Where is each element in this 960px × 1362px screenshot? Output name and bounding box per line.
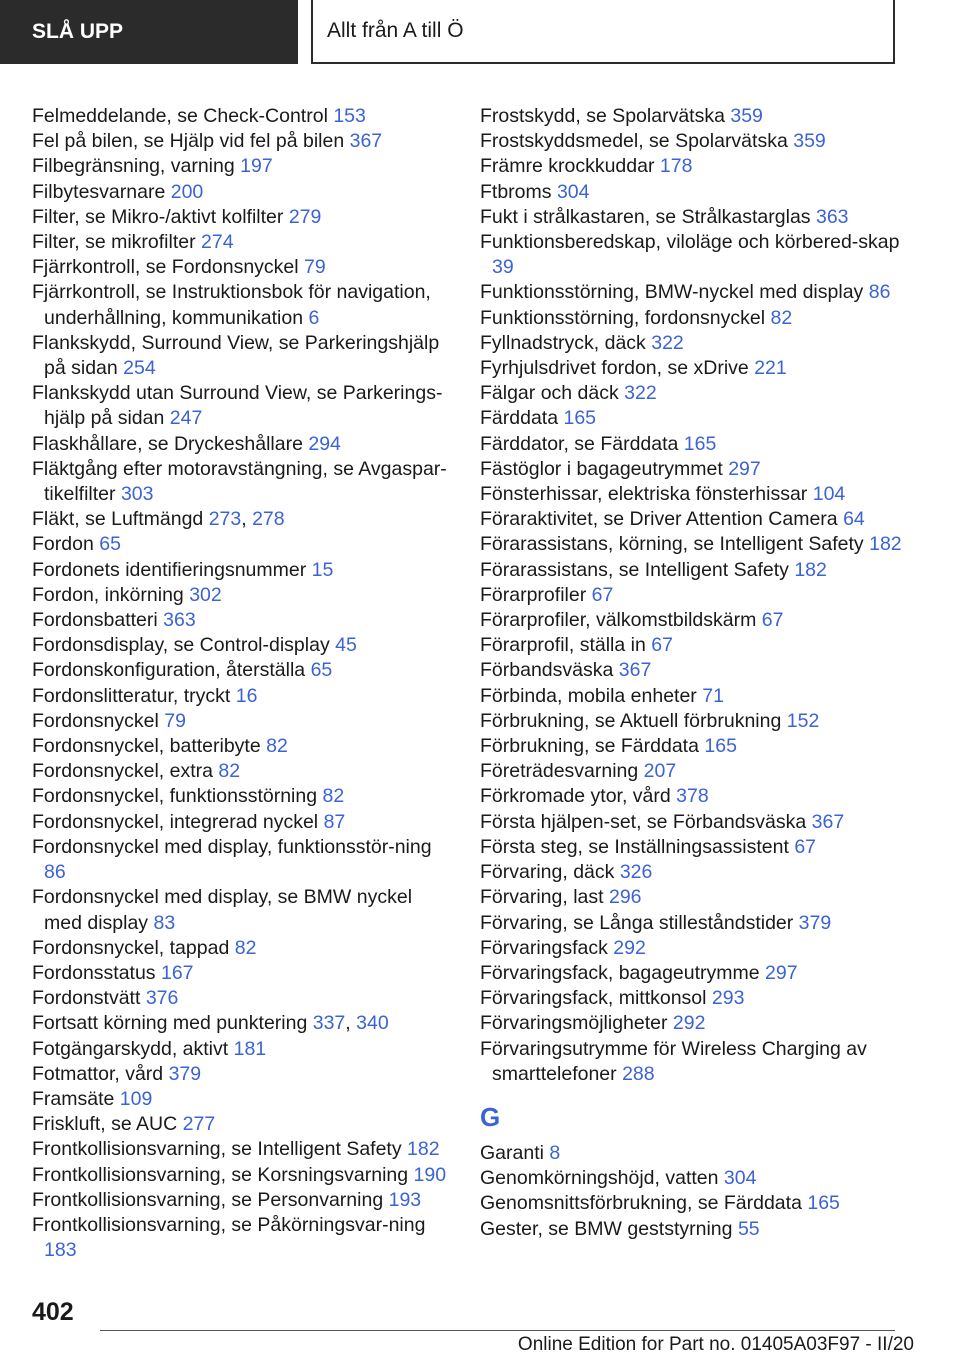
index-entry — [480, 507, 920, 532]
page-link[interactable]: 297 — [728, 457, 761, 480]
index-entry-text: Förarprofiler, välkomstbildskärm — [480, 609, 757, 632]
index-entry-text: Fyrhjulsdrivet fordon, se xDrive — [480, 357, 749, 380]
index-entry — [480, 835, 920, 860]
index-entry-text: Fordonsstatus — [32, 961, 156, 984]
header — [0, 0, 960, 66]
index-entry-text: Förvaring, last — [480, 886, 604, 909]
index-entry — [480, 205, 920, 230]
index-entry-text: Fordonsnyckel, tappad — [32, 936, 230, 959]
page-link[interactable]: 294 — [308, 432, 341, 455]
index-entry-text: Förvaringsfack, bagageutrymme — [480, 961, 760, 984]
index-entry-text: Frontkollisionsvarning, se Påkörningsvar-ning — [32, 1213, 426, 1236]
index-entry-text: Förvaringsfack, mittkonsol — [480, 987, 707, 1010]
page-link[interactable]: 65 — [310, 659, 333, 682]
page-link[interactable]: 293 — [711, 987, 745, 1010]
index-entry-text: Frontkollisionsvarning, se Personvarning — [32, 1188, 384, 1211]
index-entry — [480, 1141, 920, 1166]
index-column-left — [32, 104, 452, 1263]
index-entry — [480, 280, 920, 305]
page-link[interactable]: 83 — [153, 911, 176, 934]
index-entry-text: Frontkollisionsvarning, se Korsningsvarning — [32, 1163, 409, 1186]
page-link[interactable]: 304 — [556, 180, 590, 203]
page-link[interactable]: 247 — [169, 407, 203, 430]
index-entry — [480, 104, 920, 129]
page-link[interactable]: 273 — [208, 508, 242, 531]
page-link[interactable]: 15 — [311, 558, 334, 581]
index-entry — [480, 911, 920, 936]
index-entry-text: Fordonets identifieringsnummer — [32, 558, 307, 581]
index-entry — [32, 1037, 452, 1062]
index-entry — [480, 734, 920, 759]
index-entry-text: Filter, se Mikro-/aktivt kolfilter — [32, 205, 284, 228]
index-entry-text: Fästöglor i bagageutrymmet — [480, 457, 723, 480]
index-entry-text: Fordonsnyckel med display, se BMW nyckel med display — [32, 886, 413, 934]
index-entry-text: Fordonsnyckel, funktionsstörning — [32, 785, 318, 808]
index-entry-text: Fordonstvätt — [32, 987, 141, 1010]
page-link[interactable]: 277 — [182, 1113, 216, 1136]
page-link[interactable]: 86 — [44, 861, 66, 884]
index-entry-text: Flankskydd utan Surround View, se Parkerings-hjälp på sidan — [32, 382, 443, 430]
index-entry — [32, 835, 452, 885]
index-entry-text: Företrädesvarning — [480, 760, 639, 783]
page-link[interactable]: 288 — [622, 1062, 655, 1085]
index-column-right — [480, 104, 920, 1242]
index-entry — [32, 255, 452, 280]
tab-a-to-z[interactable]: Allt från A till Ö — [311, 0, 895, 64]
page-link[interactable]: 367 — [811, 810, 845, 833]
page-link[interactable]: 87 — [323, 810, 346, 833]
page-link[interactable]: 322 — [651, 331, 684, 354]
index-entry — [480, 331, 920, 356]
index-entry-text: Filbytesvarnare — [32, 180, 166, 203]
page-link[interactable]: 190 — [413, 1163, 447, 1186]
index-entry — [480, 1011, 920, 1036]
index-entry — [32, 558, 452, 583]
index-entry — [32, 784, 452, 809]
index-entry — [32, 104, 452, 129]
page-link[interactable]: 367 — [349, 130, 383, 153]
index-entry-text: Färddator, se Färddata — [480, 432, 679, 455]
page-link[interactable]: 152 — [786, 709, 820, 732]
index-entry-text: Frontkollisionsvarning, se Intelligent Safety — [32, 1138, 402, 1161]
page-link[interactable]: 378 — [676, 785, 709, 808]
index-entry-text: Första hjälpen-set, se Förbandsväska — [480, 810, 807, 833]
index-entry — [480, 936, 920, 961]
index-entry-text: Fordonslitteratur, tryckt — [32, 684, 231, 707]
page-link[interactable]: 86 — [868, 281, 891, 304]
index-entry-text: Filter, se mikrofilter — [32, 231, 196, 254]
footer-edition — [518, 1334, 914, 1356]
index-entry — [32, 1213, 452, 1263]
page-link[interactable]: 379 — [798, 911, 832, 934]
index-entry — [480, 1217, 920, 1242]
index-entry-text: Funktionsberedskap, viloläge och körbered-skap — [480, 231, 900, 254]
index-entry — [480, 709, 920, 734]
page-link[interactable]: 153 — [333, 105, 366, 127]
index-entry — [480, 154, 920, 179]
index-entry — [32, 1137, 452, 1162]
index-entry — [480, 784, 920, 809]
page-link[interactable]: 302 — [189, 583, 222, 606]
index-entry-text: Färddata — [480, 407, 559, 430]
index-entry-text: Föraraktivitet, se Driver Attention Camera — [480, 508, 838, 531]
page-link[interactable]: 82 — [322, 785, 345, 808]
page-link[interactable]: 82 — [266, 735, 288, 758]
index-entry-text: Första steg, se Inställningsassistent — [480, 835, 789, 858]
tab-search[interactable]: SLÅ UPP — [0, 0, 298, 64]
index-entry-text: Filbegränsning, varning — [32, 155, 235, 178]
page-link[interactable]: 326 — [619, 861, 653, 884]
page-link[interactable]: 376 — [145, 987, 179, 1010]
index-entry — [480, 532, 920, 557]
page-link[interactable]: 379 — [168, 1062, 202, 1085]
page-link[interactable]: 79 — [164, 709, 186, 732]
index-entry-text: Fläktgång efter motoravstängning, se Avgaspar-tikelfilter — [32, 457, 447, 506]
index-entry — [32, 961, 452, 986]
footer-edition-text: Online Edition for Part no. 01405A03F97 - II/20 — [517, 1334, 914, 1355]
page-number: 402 — [32, 1298, 74, 1326]
index-entry-text: Fälgar och däck — [480, 382, 619, 405]
index-entry — [32, 1087, 452, 1112]
page-link[interactable]: 67 — [651, 634, 673, 657]
index-entry-text: Felmeddelande, se Check-Control — [32, 105, 328, 127]
index-entry — [480, 180, 920, 205]
index-entry — [32, 280, 452, 330]
index-entry — [32, 885, 452, 935]
page-link[interactable]: 109 — [119, 1087, 153, 1110]
page-link[interactable]: 8 — [549, 1141, 561, 1164]
index-entry-text: Gester, se BMW geststyrning — [480, 1217, 733, 1240]
page-link[interactable]: 303 — [120, 483, 154, 506]
index-entry-text: Frostskyddsmedel, se Spolarvätska — [480, 130, 788, 153]
page-link[interactable]: 182 — [869, 533, 902, 556]
page-link[interactable]: 292 — [613, 936, 646, 959]
index-entry — [32, 936, 452, 961]
index-entry-text: Funktionsstörning, BMW-nyckel med display — [480, 281, 864, 304]
page-link[interactable]: 104 — [812, 483, 846, 506]
index-entry-text: Fukt i strålkastaren, se Strålkastarglas — [480, 205, 811, 228]
footer-divider — [100, 1330, 895, 1331]
index-entry-text: Frostskydd, se Spolarvätska — [480, 105, 725, 127]
page-link[interactable]: 207 — [643, 760, 677, 783]
index-entry — [32, 381, 452, 431]
index-entry-text: Fordonsnyckel med display, funktionsstör-ning — [32, 835, 432, 858]
index-entry — [480, 1166, 920, 1191]
index-entry-text: Flaskhållare, se Dryckeshållare — [32, 432, 303, 455]
index-entry — [480, 684, 920, 709]
index-entry — [32, 709, 452, 734]
page-link[interactable]: 65 — [99, 533, 121, 556]
index-entry — [480, 558, 920, 583]
index-entry-text: Förvaring, se Långa stilleståndstider — [480, 911, 794, 934]
page-link[interactable]: 165 — [683, 432, 717, 455]
page-link[interactable]: 359 — [730, 105, 763, 127]
page-link[interactable]: 165 — [704, 735, 737, 758]
index-entry-text: Förarassistans, se Intelligent Safety — [480, 558, 789, 581]
index-entry — [32, 986, 452, 1011]
index-entry — [480, 457, 920, 482]
index-entry-text: Fordonsnyckel, batteribyte — [32, 735, 261, 758]
page-link[interactable]: 82 — [770, 306, 793, 329]
page-link[interactable]: 359 — [793, 130, 826, 153]
page-link[interactable]: 296 — [608, 886, 642, 909]
index-entry — [32, 331, 452, 381]
page-link[interactable]: 165 — [563, 407, 597, 430]
index-entry — [32, 583, 452, 608]
index-entry — [32, 457, 452, 507]
index-entry — [32, 129, 452, 154]
index-entry — [480, 810, 920, 835]
page-link[interactable]: 64 — [843, 508, 865, 531]
page-link[interactable]: 167 — [160, 961, 194, 984]
page-link[interactable]: 182 — [794, 558, 827, 581]
index-entry-text: Förbinda, mobila enheter — [480, 684, 697, 707]
page-link[interactable]: 181 — [233, 1037, 267, 1060]
index-entry-text: Ftbroms — [480, 180, 552, 203]
index-entry-text: Garanti — [480, 1141, 544, 1164]
page-link[interactable]: 71 — [702, 684, 724, 707]
page-link[interactable]: 279 — [288, 205, 322, 228]
page-link[interactable]: 82 — [218, 760, 241, 783]
index-entry — [480, 1191, 920, 1216]
index-entry-text: Förkromade ytor, vård — [480, 785, 671, 808]
index-entry-text: Fotgängarskydd, aktivt — [32, 1037, 229, 1060]
index-entry — [32, 734, 452, 759]
index-entry — [32, 205, 452, 230]
index-entry — [32, 432, 452, 457]
index-entry-text: Fordonsnyckel — [32, 709, 159, 732]
page-link[interactable]: 254 — [123, 357, 156, 380]
index-entry — [32, 810, 452, 835]
index-entry-text: Fordonsnyckel, extra — [32, 760, 213, 783]
page-link[interactable]: 367 — [618, 659, 652, 682]
index-entry — [480, 381, 920, 406]
index-entry — [480, 633, 920, 658]
index-entry — [480, 759, 920, 784]
index-entry — [480, 608, 920, 633]
index-entry — [480, 406, 920, 431]
index-entry-text: Fyllnadstryck, däck — [480, 331, 646, 354]
index-entry-text: Fönsterhissar, elektriska fönsterhissar — [480, 483, 808, 506]
index-entry-text: Främre krockkuddar — [480, 155, 655, 178]
page-link[interactable]: 6 — [308, 306, 320, 329]
page-link[interactable]: 16 — [235, 684, 258, 707]
index-entry — [32, 633, 452, 658]
index-entry-text: Genomkörningshöjd, vatten — [480, 1167, 719, 1190]
page-link[interactable]: 67 — [761, 609, 784, 632]
page-link[interactable]: 182 — [407, 1138, 440, 1161]
index-entry — [480, 482, 920, 507]
index-entry: Fortsatt körning med punktering 337, 340 — [32, 1012, 389, 1035]
index-entry — [32, 1062, 452, 1087]
page-link[interactable]: 340 — [356, 1012, 389, 1035]
index-entry — [32, 684, 452, 709]
page-link[interactable]: 297 — [765, 961, 798, 984]
index-entry — [32, 154, 452, 179]
index-entry-text: Förbrukning, se Aktuell förbrukning — [480, 709, 782, 732]
page-link[interactable]: 221 — [754, 357, 787, 380]
index-entry-text: Framsäte — [32, 1087, 115, 1110]
page-link[interactable]: 304 — [723, 1167, 757, 1190]
index-entry-text: Fordon, inkörning — [32, 583, 184, 606]
page-link[interactable]: 67 — [794, 835, 817, 858]
index-entry — [480, 986, 920, 1011]
index-entry-text: Fortsatt körning med punktering — [32, 1012, 308, 1035]
index-entry-text: Förvaringsfack — [480, 936, 608, 959]
index-entry — [480, 129, 920, 154]
page-link[interactable]: 292 — [672, 1012, 706, 1035]
index-entry — [32, 608, 452, 633]
index-entry-text: Fordon — [32, 533, 94, 556]
page-link[interactable]: 45 — [335, 634, 357, 657]
index-entry — [480, 860, 920, 885]
page-link[interactable]: 274 — [201, 231, 234, 254]
page-link[interactable]: 363 — [163, 609, 196, 632]
index-entry-text: Fjärrkontroll, se Instruktionsbok för navigation, underhållning, kommunikation — [32, 281, 431, 329]
index-entry — [32, 759, 452, 784]
index-entry — [480, 583, 920, 608]
page-link[interactable]: 197 — [240, 155, 273, 178]
index-entry — [480, 961, 920, 986]
page-link[interactable]: 337 — [312, 1012, 346, 1035]
index-entry — [32, 658, 452, 683]
index-entry — [32, 532, 452, 557]
index-entry-text: Fordonsnyckel, integrerad nyckel — [32, 810, 319, 833]
index-entry — [480, 658, 920, 683]
page-link[interactable]: 79 — [304, 256, 326, 279]
index-entry — [480, 356, 920, 381]
index-entry-text: Förarprofiler — [480, 583, 587, 606]
index-letter-heading: G — [480, 1101, 501, 1132]
index-entry — [480, 1037, 920, 1087]
index-entry-text: Fjärrkontroll, se Fordonsnyckel — [32, 256, 299, 279]
page-link[interactable]: 39 — [492, 256, 514, 279]
index-entry — [32, 1188, 452, 1213]
index-entry — [480, 432, 920, 457]
page-link[interactable]: 363 — [815, 205, 849, 228]
index-entry-text: Förarassistans, körning, se Intelligent Safety — [480, 533, 864, 556]
index-entry-text: Flankskydd, Surround View, se Parkeringshjälp på sidan — [32, 331, 440, 380]
index-entry — [32, 1163, 452, 1188]
index-entry — [32, 180, 452, 205]
index-entry-text: Förarprofil, ställa in — [480, 634, 646, 657]
index-entry-text: Förvaringsmöjligheter — [480, 1012, 668, 1035]
page-link[interactable]: 278 — [252, 508, 285, 531]
page-link[interactable]: 82 — [234, 936, 257, 959]
page-link[interactable]: 165 — [807, 1192, 840, 1215]
index-entry — [480, 306, 920, 331]
index-entry-text: Fotmattor, vård — [32, 1062, 164, 1085]
index-entry-text: Förbandsväska — [480, 659, 614, 682]
page-link[interactable]: 67 — [591, 583, 614, 606]
index-entry-text: Fel på bilen, se Hjälp vid fel på bilen — [32, 130, 345, 153]
index-entry-text: Fordonsbatteri — [32, 609, 158, 632]
index-entry-text: Funktionsstörning, fordonsnyckel — [480, 306, 766, 329]
index-entry-text: Fordonskonfiguration, återställa — [32, 659, 306, 682]
index-entry: Fläkt, se Luftmängd 273, 278 — [32, 508, 285, 531]
page-link[interactable]: 183 — [44, 1239, 77, 1262]
page-link[interactable]: 193 — [388, 1188, 422, 1211]
index-entry — [32, 1112, 452, 1137]
index-entry-text: Förbrukning, se Färddata — [480, 735, 699, 758]
index-entry-text: Fläkt, se Luftmängd — [32, 508, 204, 531]
page-link[interactable]: 200 — [170, 180, 204, 203]
index-entry — [480, 230, 920, 280]
index-entry-text: Förvaring, däck — [480, 861, 615, 884]
page-link[interactable]: 55 — [737, 1217, 760, 1240]
index-entry-text: Friskluft, se AUC — [32, 1113, 178, 1136]
page-link[interactable]: 178 — [659, 155, 693, 178]
index-entry-text: Fordonsdisplay, se Control-display — [32, 634, 330, 657]
index-entry — [32, 230, 452, 255]
index-entry-text: Genomsnittsförbrukning, se Färddata — [480, 1192, 802, 1215]
page-link[interactable]: 322 — [624, 382, 657, 405]
index-entry-text: Förvaringsutrymme för Wireless Charging av smarttelefoner — [480, 1037, 867, 1085]
index-entry — [480, 885, 920, 910]
